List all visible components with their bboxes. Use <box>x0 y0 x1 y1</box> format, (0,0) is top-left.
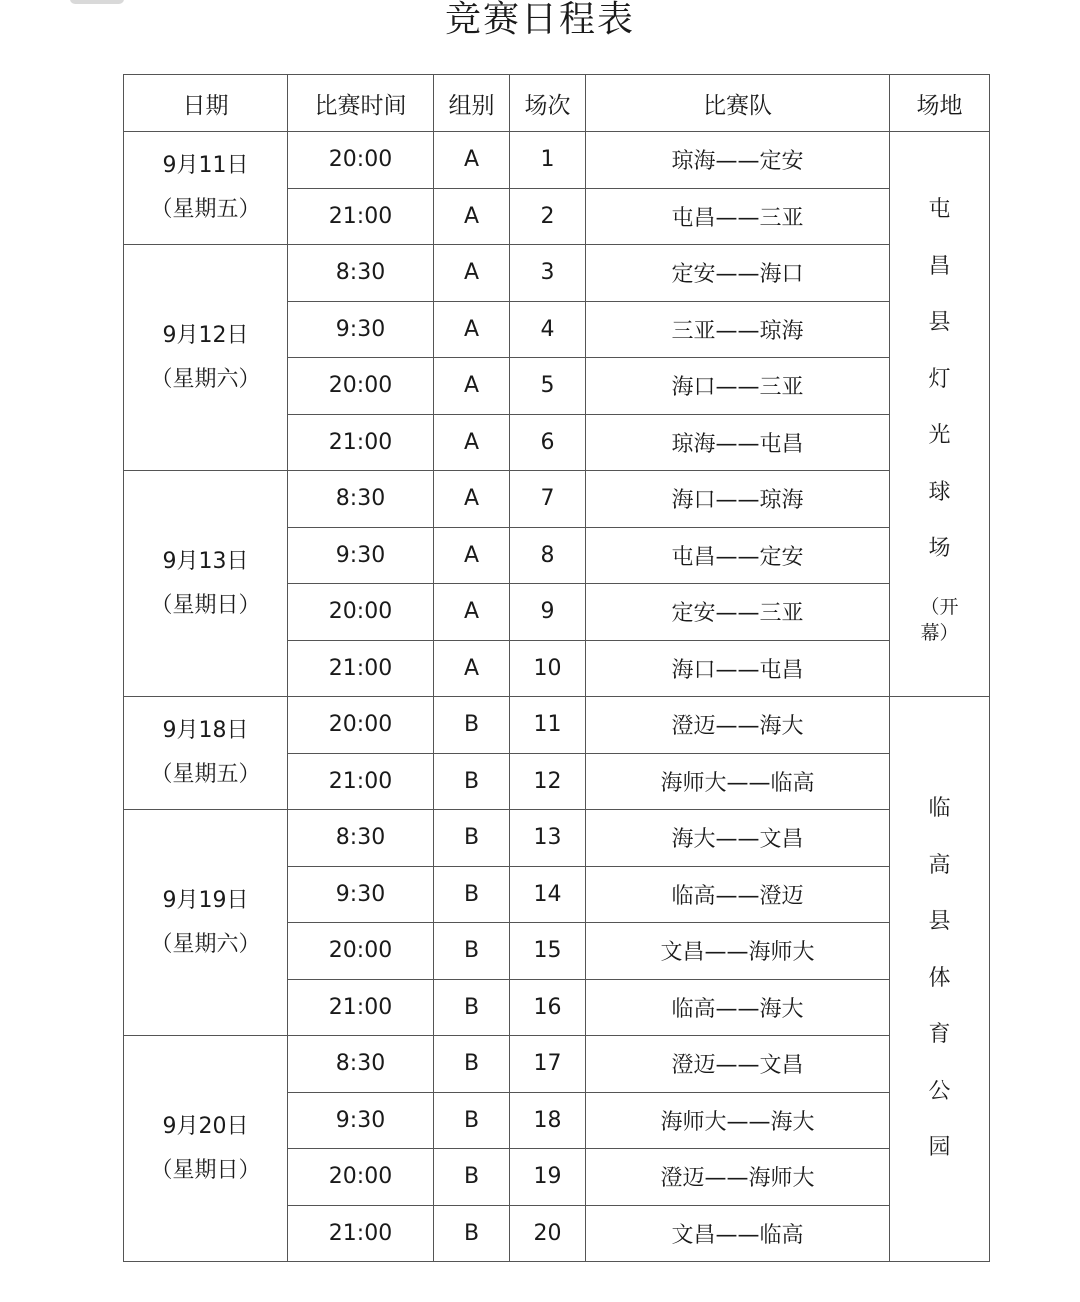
match-group-cell: B <box>434 923 510 980</box>
venue-char: 光 <box>928 423 951 449</box>
venue-char: 球 <box>928 479 951 505</box>
match-group-cell: B <box>434 1036 510 1093</box>
table-row <box>124 132 990 189</box>
match-number-cell: 6 <box>510 414 586 471</box>
venue-char: 园 <box>928 1135 951 1161</box>
match-teams-cell: 文昌——临高 <box>586 1205 890 1262</box>
venue-char: 育 <box>928 1022 951 1048</box>
match-group-cell: B <box>434 1092 510 1149</box>
weekday-text: （星期五） <box>150 762 261 787</box>
match-group-cell: A <box>434 584 510 641</box>
date-cell <box>124 471 288 697</box>
match-time-cell: 21:00 <box>288 979 434 1036</box>
table-row <box>124 471 990 528</box>
match-time-cell: 21:00 <box>288 188 434 245</box>
page-title: 竞赛日程表 <box>444 0 635 40</box>
match-number-cell: 5 <box>510 358 586 415</box>
venue-note-line: 幕） <box>920 621 959 644</box>
table-row <box>124 245 990 302</box>
match-time-cell: 20:00 <box>288 358 434 415</box>
weekday-text: （星期六） <box>150 931 261 957</box>
match-time-cell: 21:00 <box>288 414 434 471</box>
date-text: 9月20日 <box>162 1113 249 1139</box>
match-group-cell: A <box>434 301 510 358</box>
match-number-cell: 4 <box>510 301 586 358</box>
venue-cell <box>890 132 990 697</box>
match-group-cell: A <box>434 471 510 528</box>
match-number-cell: 15 <box>510 923 586 980</box>
match-number-cell: 19 <box>510 1149 586 1206</box>
match-time-cell: 21:00 <box>288 1205 434 1262</box>
match-time-cell: 9:30 <box>288 301 434 358</box>
match-time-cell: 9:30 <box>288 527 434 584</box>
venue-char: 临 <box>928 796 951 822</box>
date-cell <box>124 810 288 1036</box>
match-teams-cell: 海口——三亚 <box>586 358 890 415</box>
match-teams-cell: 琼海——定安 <box>586 132 890 189</box>
match-group-cell: A <box>434 358 510 415</box>
date-text: 9月11日 <box>162 153 249 178</box>
match-group-cell: A <box>434 414 510 471</box>
match-number-cell: 20 <box>510 1205 586 1262</box>
match-time-cell: 8:30 <box>288 245 434 302</box>
match-time-cell: 20:00 <box>288 923 434 980</box>
venue-char: 屯 <box>928 197 951 223</box>
venue-char: 高 <box>928 852 951 878</box>
match-teams-cell: 临高——海大 <box>586 979 890 1036</box>
header-group: 组别 <box>434 75 510 132</box>
venue-name <box>890 182 989 578</box>
match-time-cell: 8:30 <box>288 471 434 528</box>
date-text: 9月12日 <box>162 322 249 348</box>
match-number-cell: 1 <box>510 132 586 189</box>
match-teams-cell: 琼海——屯昌 <box>586 414 890 471</box>
match-group-cell: B <box>434 753 510 810</box>
weekday-text: （星期日） <box>150 592 261 618</box>
match-number-cell: 11 <box>510 697 586 754</box>
header-row <box>124 75 990 132</box>
venue-char: 灯 <box>928 366 951 392</box>
date-text: 9月18日 <box>162 718 249 743</box>
weekday-text: （星期六） <box>150 366 261 392</box>
weekday-text: （星期日） <box>150 1157 261 1183</box>
match-number-cell: 12 <box>510 753 586 810</box>
match-group-cell: B <box>434 979 510 1036</box>
match-number-cell: 18 <box>510 1092 586 1149</box>
match-number-cell: 3 <box>510 245 586 302</box>
match-teams-cell: 海口——屯昌 <box>586 640 890 697</box>
match-time-cell: 21:00 <box>288 753 434 810</box>
venue-char: 县 <box>928 909 951 935</box>
match-number-cell: 10 <box>510 640 586 697</box>
match-time-cell: 8:30 <box>288 810 434 867</box>
match-teams-cell: 澄迈——海师大 <box>586 1149 890 1206</box>
match-number-cell: 13 <box>510 810 586 867</box>
match-number-cell: 9 <box>510 584 586 641</box>
match-group-cell: A <box>434 640 510 697</box>
date-cell <box>124 697 288 810</box>
venue-char: 昌 <box>928 253 951 279</box>
match-time-cell: 9:30 <box>288 866 434 923</box>
venue-note <box>890 594 989 646</box>
match-group-cell: A <box>434 188 510 245</box>
venue-char: 场 <box>928 536 951 562</box>
match-number-cell: 17 <box>510 1036 586 1093</box>
header-venue: 场地 <box>890 75 990 132</box>
date-text: 9月19日 <box>162 887 249 913</box>
match-number-cell: 14 <box>510 866 586 923</box>
match-group-cell: B <box>434 1149 510 1206</box>
match-group-cell: B <box>434 697 510 754</box>
match-time-cell: 20:00 <box>288 132 434 189</box>
match-group-cell: B <box>434 1205 510 1262</box>
venue-name <box>890 781 989 1177</box>
table-row <box>124 810 990 867</box>
match-number-cell: 2 <box>510 188 586 245</box>
date-cell <box>124 1036 288 1262</box>
match-number-cell: 8 <box>510 527 586 584</box>
match-time-cell: 8:30 <box>288 1036 434 1093</box>
match-group-cell: B <box>434 810 510 867</box>
match-teams-cell: 定安——三亚 <box>586 584 890 641</box>
match-group-cell: B <box>434 866 510 923</box>
match-time-cell: 21:00 <box>288 640 434 697</box>
header-match-no: 场次 <box>510 75 586 132</box>
match-teams-cell: 三亚——琼海 <box>586 301 890 358</box>
match-time-cell: 20:00 <box>288 1149 434 1206</box>
match-teams-cell: 屯昌——定安 <box>586 527 890 584</box>
match-group-cell: A <box>434 132 510 189</box>
match-teams-cell: 临高——澄迈 <box>586 866 890 923</box>
match-teams-cell: 海大——文昌 <box>586 810 890 867</box>
table-row <box>124 697 990 754</box>
header-teams: 比赛队 <box>586 75 890 132</box>
match-teams-cell: 海师大——海大 <box>586 1092 890 1149</box>
weekday-text: （星期五） <box>150 197 261 222</box>
match-time-cell: 20:00 <box>288 697 434 754</box>
venue-note-line: （开 <box>920 595 959 618</box>
match-group-cell: A <box>434 245 510 302</box>
venue-char: 县 <box>928 310 951 336</box>
match-teams-cell: 屯昌——三亚 <box>586 188 890 245</box>
venue-cell <box>890 697 990 1262</box>
match-teams-cell: 定安——海口 <box>586 245 890 302</box>
header-date: 日期 <box>124 75 288 132</box>
match-group-cell: A <box>434 527 510 584</box>
date-cell <box>124 132 288 245</box>
match-time-cell: 20:00 <box>288 584 434 641</box>
header-time: 比赛时间 <box>288 75 434 132</box>
schedule-table <box>123 74 990 1262</box>
table-row <box>124 1036 990 1093</box>
date-cell <box>124 245 288 471</box>
match-teams-cell: 澄迈——海大 <box>586 697 890 754</box>
date-text: 9月13日 <box>162 548 249 574</box>
match-number-cell: 16 <box>510 979 586 1036</box>
venue-char: 体 <box>928 965 951 991</box>
venue-char: 公 <box>928 1078 951 1104</box>
match-time-cell: 9:30 <box>288 1092 434 1149</box>
match-number-cell: 7 <box>510 471 586 528</box>
match-teams-cell: 海口——琼海 <box>586 471 890 528</box>
match-teams-cell: 海师大——临高 <box>586 753 890 810</box>
match-teams-cell: 澄迈——文昌 <box>586 1036 890 1093</box>
match-teams-cell: 文昌——海师大 <box>586 923 890 980</box>
